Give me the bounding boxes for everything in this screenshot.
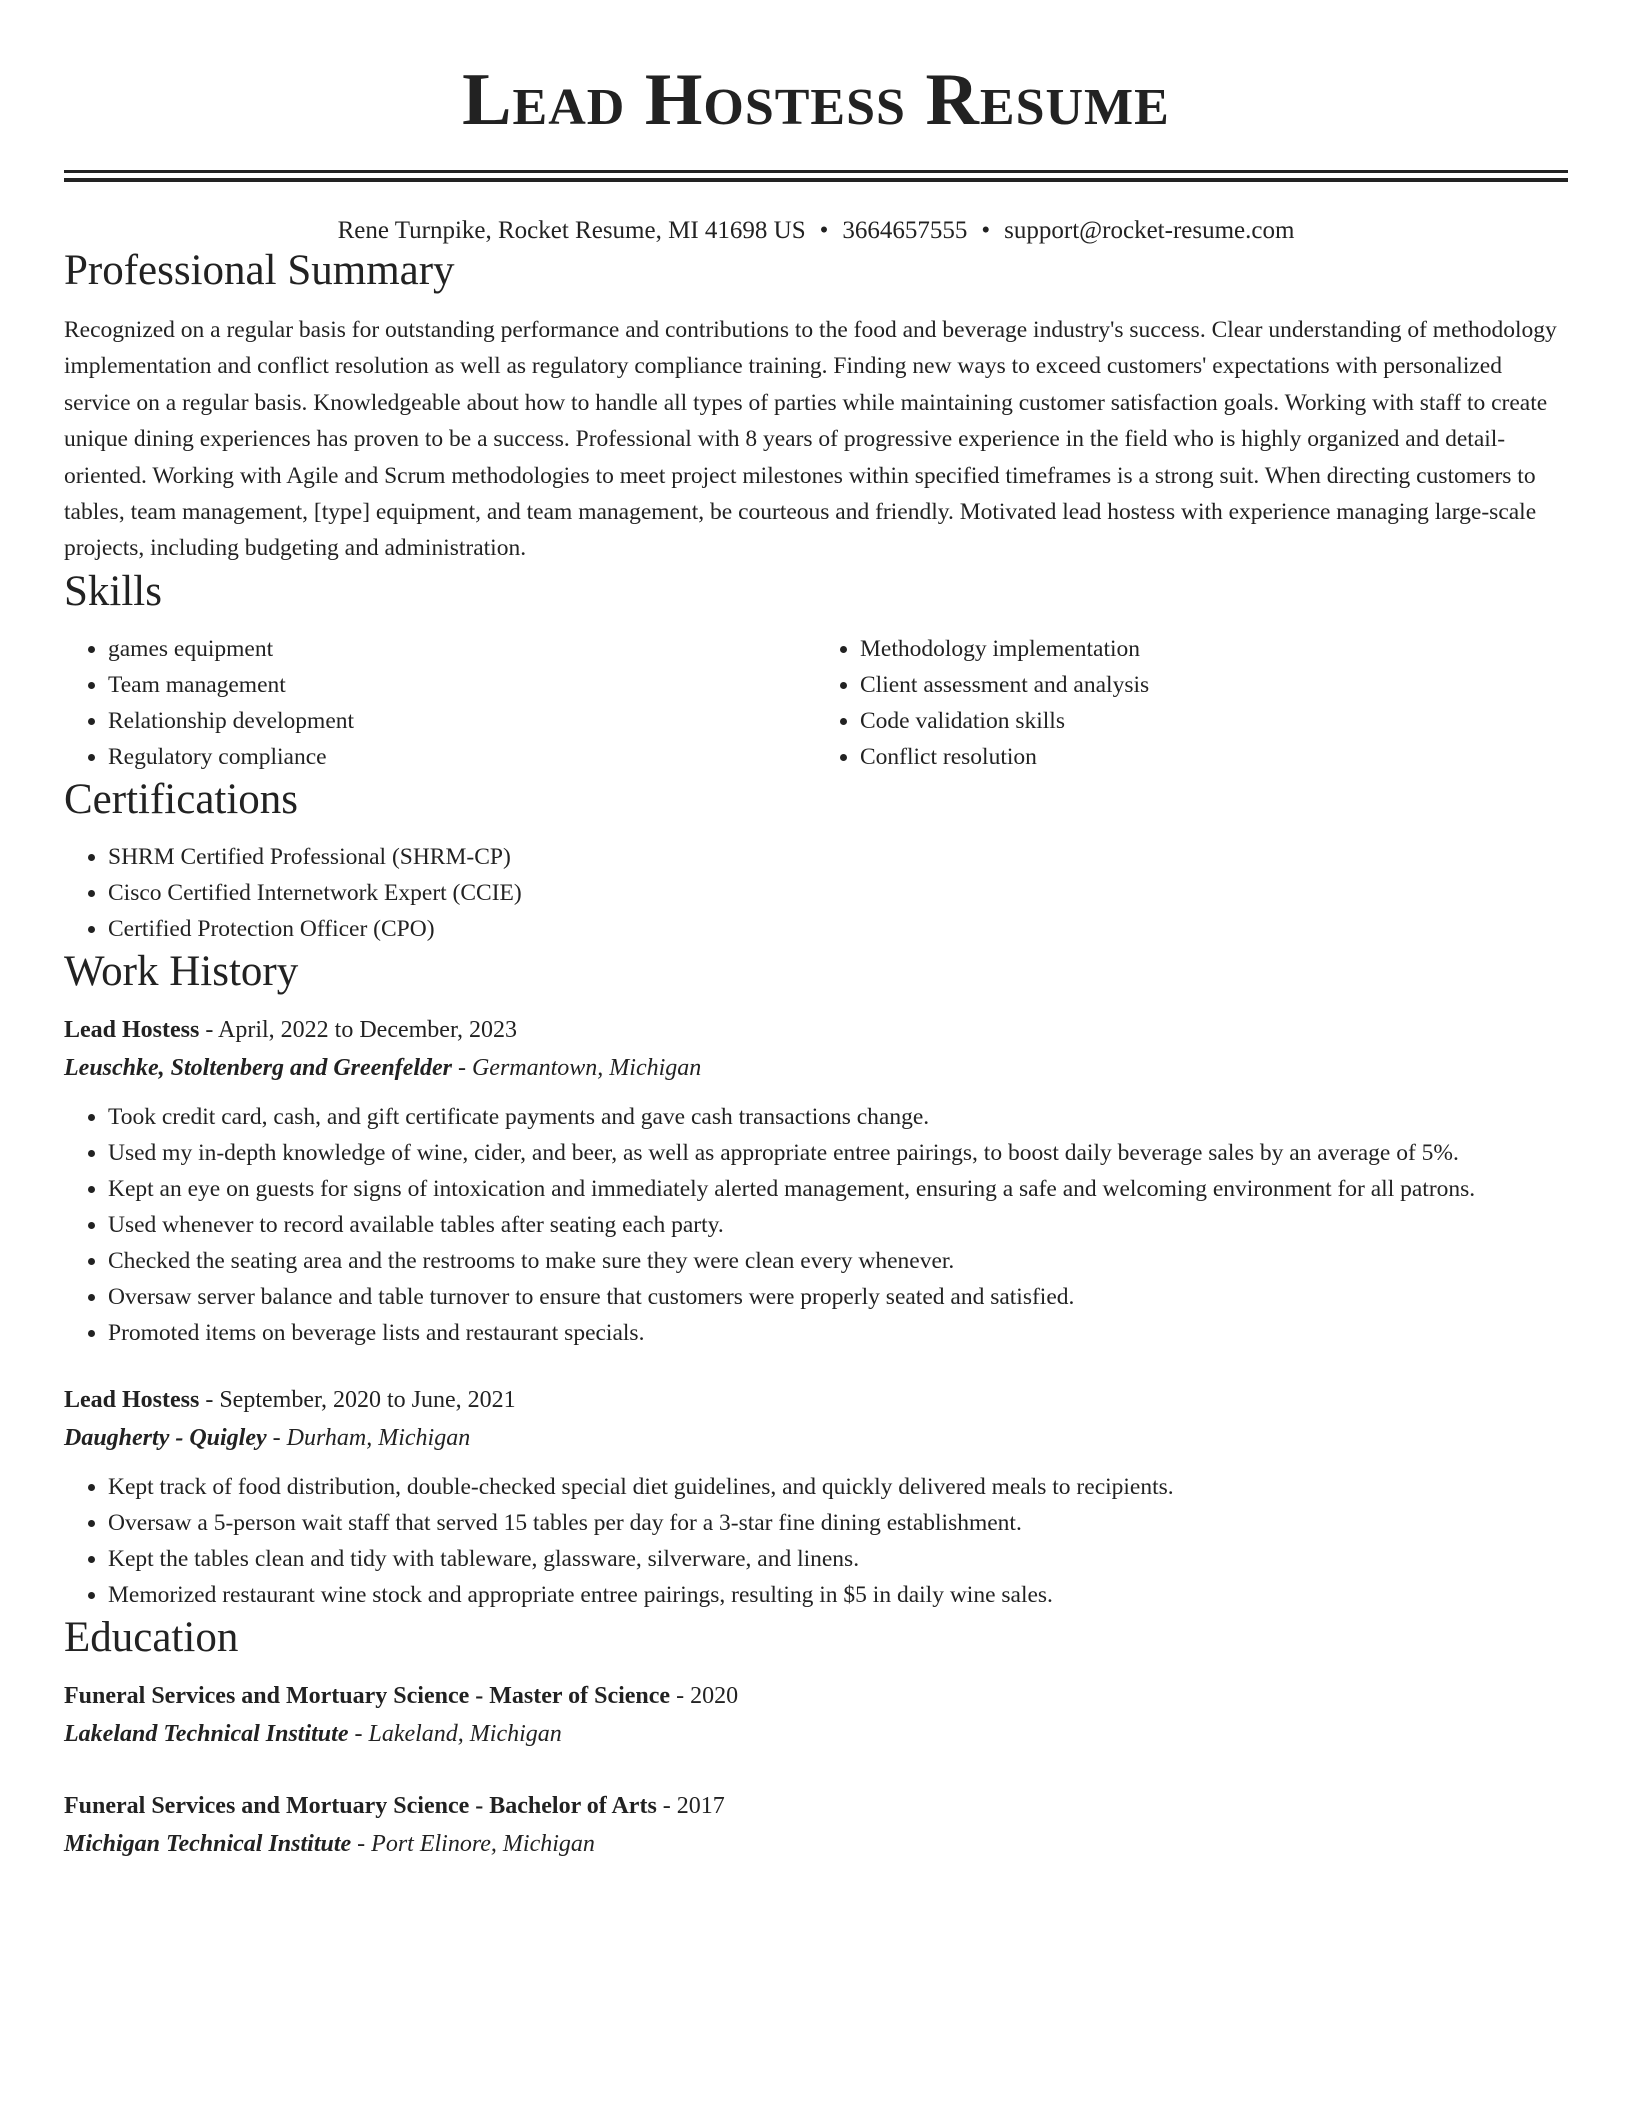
job-duty: • Checked the seating area and the restrooms to make sure they were clean every whenever.	[108, 1243, 1568, 1279]
skills-column-right	[816, 631, 1568, 775]
contact-line	[64, 216, 1568, 246]
certifications-heading: Certifications	[64, 775, 299, 823]
school-name: Lakeland Technical Institute	[64, 1720, 349, 1747]
job-role: Lead Hostess	[64, 1386, 200, 1413]
skill-item: • games equipment	[108, 631, 816, 667]
employer-name: Leuschke, Stoltenberg and Greenfelder	[64, 1054, 452, 1081]
skills-heading: Skills	[64, 567, 162, 615]
certification-item: • Certified Protection Officer (CPO)	[108, 911, 1568, 947]
job-duty: • Oversaw a 5-person wait staff that served 15 tables per day for a 3-star fine dining establishment.	[108, 1505, 1568, 1541]
contact-address: Rene Turnpike, Rocket Resume, MI 41698 US	[337, 217, 806, 244]
employer-line	[64, 1049, 1568, 1087]
certification-item: • Cisco Certified Internetwork Expert (CCIE)	[108, 875, 1568, 911]
certifications-list	[64, 839, 1568, 947]
job-dates: - September, 2020 to June, 2021	[199, 1386, 516, 1413]
skill-item: • Team management	[108, 667, 816, 703]
contact-phone: 3664657555	[842, 217, 968, 244]
job-duty: • Promoted items on beverage lists and restaurant specials.	[108, 1315, 1568, 1351]
title-double-rule	[64, 170, 1568, 182]
work-history-heading: Work History	[64, 947, 299, 995]
education-heading: Education	[64, 1613, 239, 1661]
certification-item: • SHRM Certified Professional (SHRM-CP)	[108, 839, 1568, 875]
degree-year: - 2020	[670, 1682, 739, 1709]
degree-line	[64, 1677, 1568, 1715]
job-duty: • Kept an eye on guests for signs of intoxication and immediately alerted management, ensuring a safe and welcoming environment for all patrons.	[108, 1171, 1568, 1207]
job-duty: • Used whenever to record available tables after seating each party.	[108, 1207, 1568, 1243]
employer-name: Daugherty - Quigley	[64, 1424, 267, 1451]
skills-column-left	[64, 631, 816, 775]
degree-year: - 2017	[656, 1792, 725, 1819]
skill-item: • Regulatory compliance	[108, 739, 816, 775]
job-dates: - April, 2022 to December, 2023	[199, 1016, 517, 1043]
job-duty: • Memorized restaurant wine stock and appropriate entree pairings, resulting in $5 in daily wine sales.	[108, 1577, 1568, 1613]
school-line	[64, 1715, 1568, 1753]
skill-item: • Code validation skills	[860, 703, 1568, 739]
skills-list	[64, 631, 1568, 775]
summary-heading: Professional Summary	[64, 247, 455, 294]
skill-item: • Conflict resolution	[860, 739, 1568, 775]
contact-separator: •	[819, 217, 829, 244]
school-location: - Port Elinore, Michigan	[351, 1830, 595, 1857]
job-entry	[64, 1381, 1568, 1613]
education-entry	[64, 1677, 1568, 1753]
skill-item: • Methodology implementation	[860, 631, 1568, 667]
job-entry	[64, 1011, 1568, 1351]
summary-text: Recognized on a regular basis for outstanding performance and contributions to the food and beverage industry's success. Clear understanding of methodology implementation and conflict resolution as well as regulatory compliance training. Finding new ways to exceed customers' expectations with personalized service on a regular basis. Knowledgeable about how to handle all types of parties while maintaining customer satisfaction goals. Working with staff to create unique dining experiences has proven to be a success. Professional with 8 years of progressive experience in the field who is highly organized and detail-oriented. Working with Agile and Scrum methodologies to meet project milestones within specified timeframes is a strong suit. When directing customers to tables, team management, [type] equipment, and team management, be courteous and friendly. Motivated lead hostess with experience managing large-scale projects, including budgeting and administration.	[64, 317, 1557, 562]
skill-item: • Relationship development	[108, 703, 816, 739]
employer-location: - Germantown, Michigan	[451, 1054, 702, 1081]
degree-line	[64, 1787, 1568, 1825]
education-entry	[64, 1787, 1568, 1863]
job-title-line	[64, 1381, 1568, 1419]
school-name: Michigan Technical Institute	[64, 1830, 352, 1857]
job-role: Lead Hostess	[64, 1016, 200, 1043]
employer-location: - Durham, Michigan	[266, 1424, 471, 1451]
contact-email: support@rocket-resume.com	[1004, 217, 1295, 244]
school-location: - Lakeland, Michigan	[348, 1720, 562, 1747]
degree-name: Funeral Services and Mortuary Science - Bachelor of Arts	[64, 1792, 657, 1819]
job-duty: • Kept track of food distribution, double-checked special diet guidelines, and quickly delivered meals to recipients.	[108, 1469, 1568, 1505]
resume-title: Lead Hostess Resume	[462, 59, 1170, 141]
job-title-line	[64, 1011, 1568, 1049]
degree-name: Funeral Services and Mortuary Science - Master of Science	[64, 1682, 671, 1709]
school-line	[64, 1825, 1568, 1863]
job-duty: • Oversaw server balance and table turnover to ensure that customers were properly seated and satisfied.	[108, 1279, 1568, 1315]
job-duty: • Took credit card, cash, and gift certificate payments and gave cash transactions change.	[108, 1099, 1568, 1135]
job-duties-list	[64, 1099, 1568, 1351]
contact-separator: •	[981, 217, 991, 244]
skill-item: • Client assessment and analysis	[860, 667, 1568, 703]
job-duties-list	[64, 1469, 1568, 1613]
job-duty: • Used my in-depth knowledge of wine, cider, and beer, as well as appropriate entree pairings, to boost daily beverage sales by an average of 5%.	[108, 1135, 1568, 1171]
employer-line	[64, 1419, 1568, 1457]
job-duty: • Kept the tables clean and tidy with tableware, glassware, silverware, and linens.	[108, 1541, 1568, 1577]
